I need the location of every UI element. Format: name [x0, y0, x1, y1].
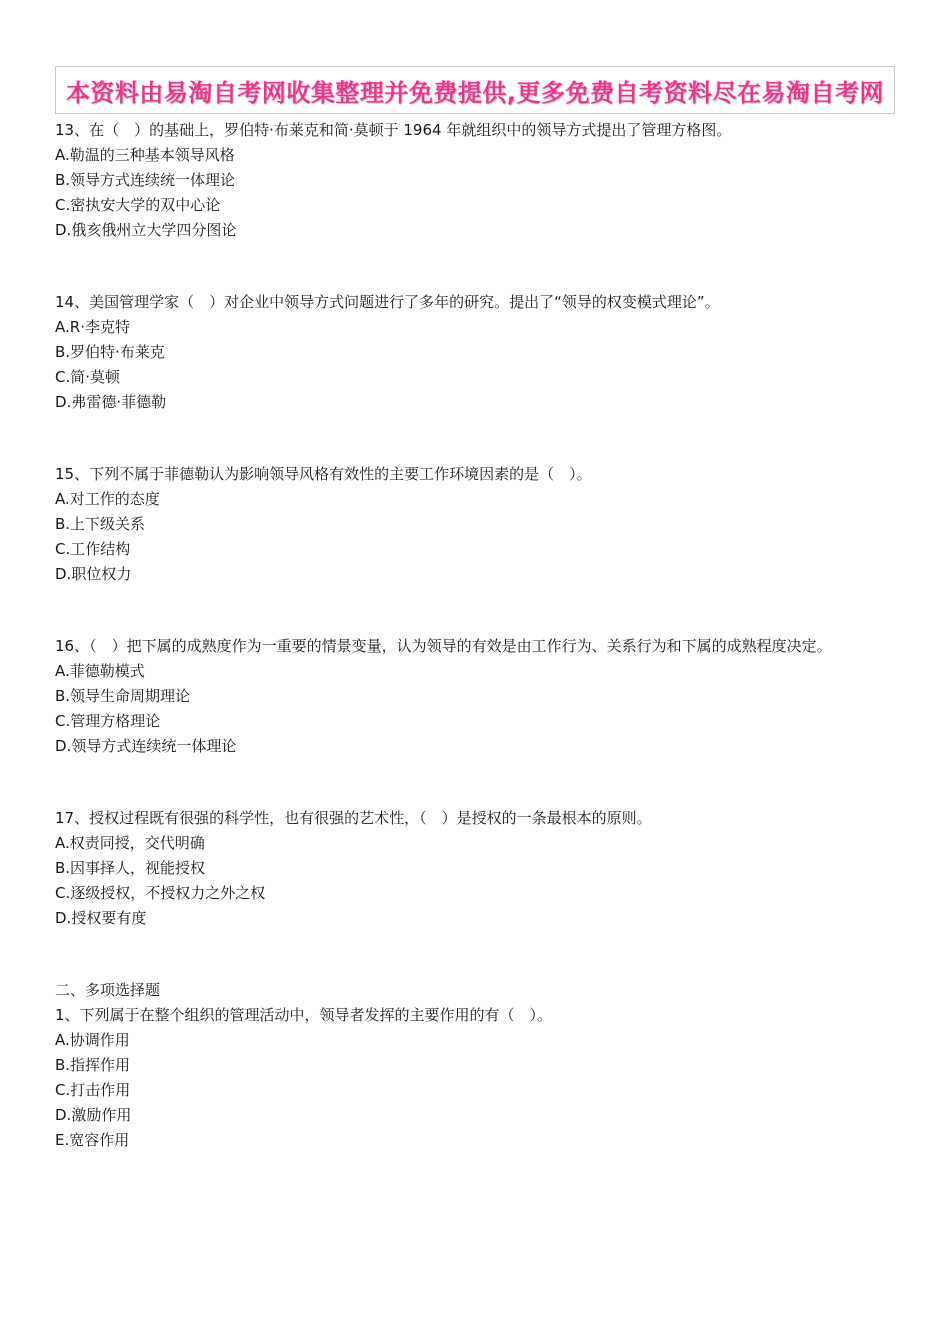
section-title: 二、多项选择题 — [55, 981, 161, 999]
question-stem: 13、在（ ）的基础上，罗伯特·布莱克和简·莫顿于 1964 年就组织中的领导方式提出了管理方格图。 — [55, 121, 732, 139]
option-c: C.管理方格理论 — [55, 712, 161, 730]
option-a: A.对工作的态度 — [55, 490, 160, 508]
option-b: B.指挥作用 — [55, 1056, 131, 1074]
option-a: A.菲德勒模式 — [55, 662, 145, 680]
question-13 — [55, 118, 900, 243]
option-b: B.领导生命周期理论 — [55, 687, 191, 705]
question-17 — [55, 806, 900, 931]
question-stem: 14、美国管理学家（ ）对企业中领导方式问题进行了多年的研究。提出了“领导的权变模式理论”。 — [55, 293, 720, 311]
document-body — [55, 118, 900, 1153]
question-stem: 15、下列不属于菲德勒认为影响领导风格有效性的主要工作环境因素的是（ ）。 — [55, 465, 592, 483]
option-c: C.打击作用 — [55, 1081, 131, 1099]
spacer — [55, 243, 900, 290]
question-stem: 1、下列属于在整个组织的管理活动中，领导者发挥的主要作用的有（ ）。 — [55, 1006, 553, 1024]
banner-text: 本资料由易淘自考网收集整理并免费提供,更多免费自考资料尽在易淘自考网 — [65, 78, 885, 107]
question-stem: 17、授权过程既有很强的科学性，也有很强的艺术性，（ ）是授权的一条最根本的原则。 — [55, 809, 652, 827]
option-b: B.罗伯特·布莱克 — [55, 343, 165, 361]
promo-banner — [55, 66, 895, 114]
option-c: C.工作结构 — [55, 540, 131, 558]
spacer — [55, 587, 900, 634]
spacer — [55, 759, 900, 806]
option-d: D.弗雷德·菲德勒 — [55, 393, 167, 411]
option-d: D.激励作用 — [55, 1106, 132, 1124]
question-14 — [55, 290, 900, 415]
option-d: D.职位权力 — [55, 565, 132, 583]
option-c: C.逐级授权，不授权力之外之权 — [55, 884, 266, 902]
spacer — [55, 931, 900, 978]
option-a: A.R·李克特 — [55, 318, 130, 336]
option-a: A.勒温的三种基本领导风格 — [55, 146, 235, 164]
question-stem: 16、（ ）把下属的成熟度作为一重要的情景变量，认为领导的有效是由工作行为、关系行为和下属的成熟程度决定。 — [55, 637, 832, 655]
option-b: B.上下级关系 — [55, 515, 146, 533]
option-b: B.因事择人，视能授权 — [55, 859, 206, 877]
question-15 — [55, 462, 900, 587]
option-d: D.领导方式连续统一体理论 — [55, 737, 237, 755]
multi-question-1 — [55, 1003, 900, 1153]
spacer — [55, 415, 900, 462]
option-c: C.简·莫顿 — [55, 368, 121, 386]
option-b: B.领导方式连续统一体理论 — [55, 171, 236, 189]
option-a: A.权责同授，交代明确 — [55, 834, 205, 852]
option-e: E.宽容作用 — [55, 1131, 130, 1149]
option-d: D.俄亥俄州立大学四分图论 — [55, 221, 237, 239]
option-a: A.协调作用 — [55, 1031, 130, 1049]
option-c: C.密执安大学的双中心论 — [55, 196, 221, 214]
question-16 — [55, 634, 900, 759]
option-d: D.授权要有度 — [55, 909, 147, 927]
